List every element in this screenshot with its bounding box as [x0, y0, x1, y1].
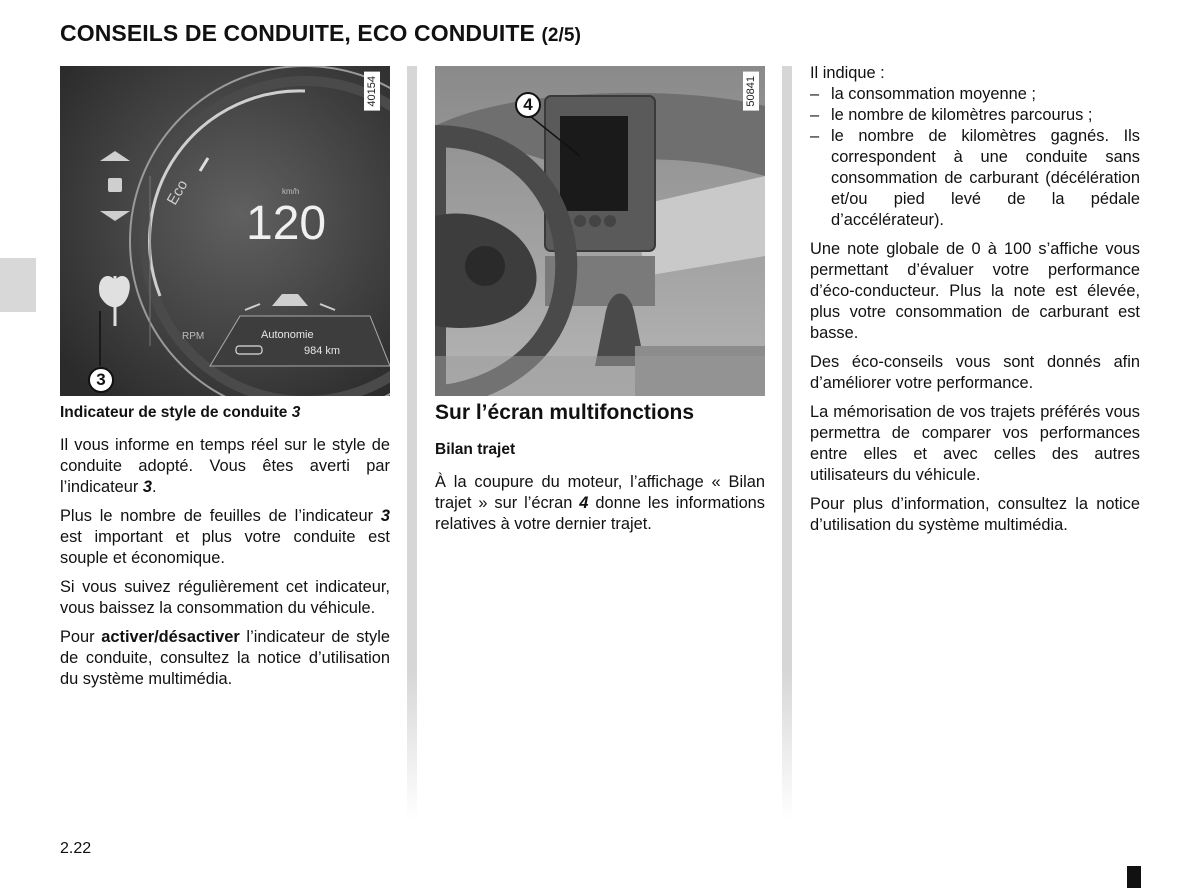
list-item: – le nombre de kilomètres gagnés. Ils correspondent à une conduite sans consommation de carburant (décélération et/ou pied levé de la pédale d’accélérateur). — [810, 126, 1140, 231]
trip-summary-paragraph — [435, 472, 765, 535]
indicator-p2-b: est important et plus votre conduite est souple et économique. — [60, 528, 390, 567]
page-title-part: (2/5) — [541, 25, 582, 46]
indicator-heading-ref: 3 — [291, 404, 301, 421]
column-separator-left — [407, 66, 417, 820]
multifunction-screen-heading: Sur l’écran multifonctions — [435, 401, 695, 424]
list-item: – la consommation moyenne ; — [810, 84, 1140, 105]
indicator-heading-text: Indicateur de style de conduite — [60, 404, 292, 421]
page-number: 2.22 — [60, 840, 92, 857]
trip-summary-p1-b: donne les informations relatives à votre dernier trajet. — [435, 494, 765, 533]
left-text-column — [60, 402, 390, 698]
indicator-p1-text: Il vous informe en temps réel sur le style de conduite adopté. Vous êtes averti par l’indicateur — [60, 436, 390, 496]
eco-tips-paragraph: Des éco-conseils vous sont donnés afin d’améliorer votre performance. — [810, 353, 1140, 392]
column-separator-right — [782, 66, 792, 820]
indicator-paragraph-2 — [60, 506, 390, 569]
trip-summary-p1-a: À la coupure du moteur, l’affichage « Bilan trajet » sur l’écran — [435, 473, 765, 512]
indicator-heading — [60, 402, 390, 423]
page-corner-mark — [1127, 866, 1141, 888]
rpm-label: RPM — [182, 331, 205, 342]
dashboard-illustration — [435, 66, 765, 396]
indicates-list — [810, 84, 1140, 231]
callout-3: 3 — [88, 367, 114, 393]
indicator-p2-ref: 3 — [380, 507, 390, 525]
chapter-tab — [0, 258, 36, 312]
figure-code-40154: 40154 — [364, 72, 380, 111]
indicator-paragraph-3: Si vous suivez régulièrement cet indicateur, vous baissez la consommation du véhicule. — [60, 578, 390, 617]
right-text-column — [810, 63, 1140, 544]
page-title — [60, 20, 581, 47]
indicator-p4-b: l’indicateur de style de conduite, consultez la notice d’utilisation du système multimédia. — [60, 628, 390, 688]
eco-label: Eco — [163, 177, 192, 208]
middle-text-column — [435, 402, 765, 543]
indicator-paragraph-1 — [60, 435, 390, 498]
instrument-cluster-figure — [60, 66, 390, 396]
indicator-p1-ref: 3 — [142, 478, 153, 496]
callout-4: 4 — [515, 92, 541, 118]
page-title-text: CONSEILS DE CONDUITE, ECO CONDUITE — [60, 20, 535, 46]
range-label: Autonomie — [261, 329, 314, 341]
more-info-paragraph: Pour plus d’information, consultez la notice d’utilisation du système multimédia. — [810, 495, 1140, 534]
indicator-paragraph-4 — [60, 627, 390, 690]
score-paragraph: Une note globale de 0 à 100 s’affiche vous permettant d’évaluer votre performance d’éco-conducteur. Plus la note est élevée, plus votre consommation de carburant est basse. — [810, 240, 1140, 342]
figure-code-50841: 50841 — [743, 72, 759, 111]
indicator-p4-bold: activer/désactiver — [101, 628, 240, 646]
instrument-cluster-illustration — [60, 66, 390, 396]
indicator-p4-a: Pour — [60, 628, 102, 646]
speed-unit: km/h — [282, 187, 300, 196]
dashboard-figure — [435, 66, 765, 396]
indicates-intro: Il indique : — [810, 64, 885, 82]
list-item: – le nombre de kilomètres parcourus ; — [810, 105, 1140, 126]
indicator-p1-end: . — [152, 478, 157, 496]
trip-summary-subheading: Bilan trajet — [435, 441, 516, 458]
range-value: 984 km — [304, 345, 341, 357]
trip-memory-paragraph: La mémorisation de vos trajets préférés vous permettra de comparer vos performances entre elles et avec celles des autres utilisateurs du véhicule. — [810, 403, 1140, 484]
indicator-p2-a: Plus le nombre de feuilles de l’indicateur — [60, 507, 381, 525]
trip-summary-p1-ref: 4 — [579, 494, 589, 512]
speed-value: 120 — [246, 197, 327, 250]
